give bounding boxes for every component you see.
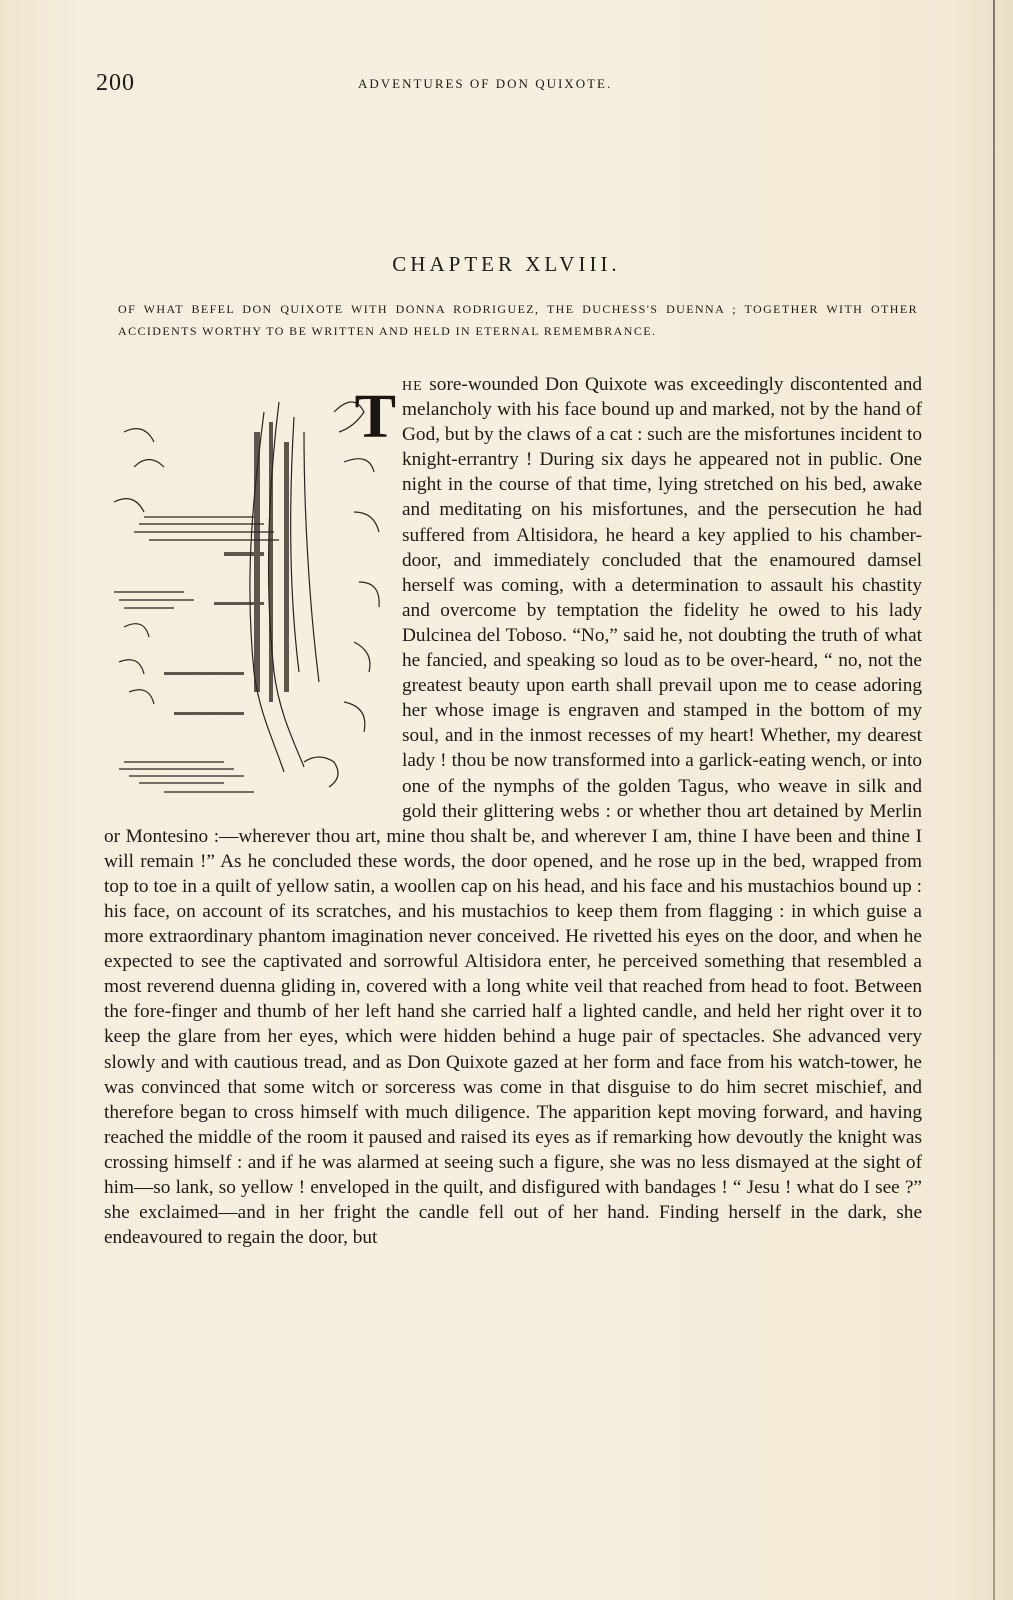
chapter-title: CHAPTER XLVIII. (392, 252, 621, 276)
engraved-initial-illustration (104, 372, 402, 822)
page-edge-shadow (993, 0, 995, 1600)
lead-word: he (402, 374, 423, 395)
body-paragraph: sore-wounded Don Quixote was exceedingly discontented and melancholy with his face bound up and marked, not by the hand of God, but by the claws of a cat : such are the misfortunes incident to knight-errantry ! During six days he appeared not in public. One night in the course of that time, lying stretched on his bed, awake and meditating on his misfortunes, and the persecution he had suffered from Altisidora, he heard a key applied to his chamber-door, and immediately concluded that the enamoured damsel herself was coming, with a determination to assault his chastity and overcome by temptation the fidelity he owed to his lady Dulcinea del Toboso. “No,” said he, not doubting the truth of what he fancied, and speaking so loud as to be over-heard, “ no, not the greatest beauty upon earth shall prevail upon me to cease adoring her whose image is engraven and stamped in the bottom of my soul, and in the inmost recesses of my heart! Whether, my dearest lady ! thou be now transformed into a garlick-eating wench, or into one of the nymphs of the golden Tagus, who weave in silk and gold their glittering webs : or whether thou art detained by Merlin or Montesino :—wherever thou art, mine thou shalt be, and wherever I am, thine I have been and thine I will remain !” As he concluded these words, the door opened, and he rose up in the bed, wrapped from top to toe in a quilt of yellow satin, a woollen cap on his head, and his face and his mustachios bound up : his face, on account of its scratches, and his mustachios to keep them from flagging : in which guise a more extraordinary phantom imagination never conceived. He rivetted his eyes on the door, and when he expected to see the captivated and sorrowful Altisidora enter, he perceived something that resembled a most reverend duenna gliding in, covered with a long white veil that reached from head to foot. Between the fore-finger and thumb of her left hand she carried half a lighted candle, and held her right over it to keep the glare from her eyes, which were hidden behind a huge pair of spectacles. She advanced very slowly and with cautious tread, and as Don Quixote gazed at her form and face from his watch-tower, he was convinced that some witch or sorceress was come in that disguise to do him secret mischief, and therefore began to cross himself with much diligence. The apparition kept moving forward, and having reached the middle of the room it paused and raised its eyes as if remarking how devoutly the knight was crossing himself : and if he was alarmed at seeing such a figure, she was no less dismayed at the sight of him—so lank, so yellow ! enveloped in the quilt, and disfigured with bandages ! “ Jesu ! what do I see ?” she exclaimed—and in her fright the candle fell out of her hand. Finding herself in the dark, she endeavoured to regain the door, but (104, 374, 922, 1249)
drop-cap-letter: T (354, 383, 396, 451)
running-head: ADVENTURES OF DON QUIXOTE. (358, 76, 613, 91)
chapter-argument: OF WHAT BEFEL DON QUIXOTE WITH DONNA RODRIGUEZ, THE DUCHESS'S DUENNA ; TOGETHER WITH OTHER ACCIDENTS WORTHY TO BE WRITTEN AND HELD IN ETERNAL REMEMBRANCE. (118, 302, 918, 338)
page-number: 200 (96, 70, 135, 96)
body-text (104, 372, 922, 1250)
